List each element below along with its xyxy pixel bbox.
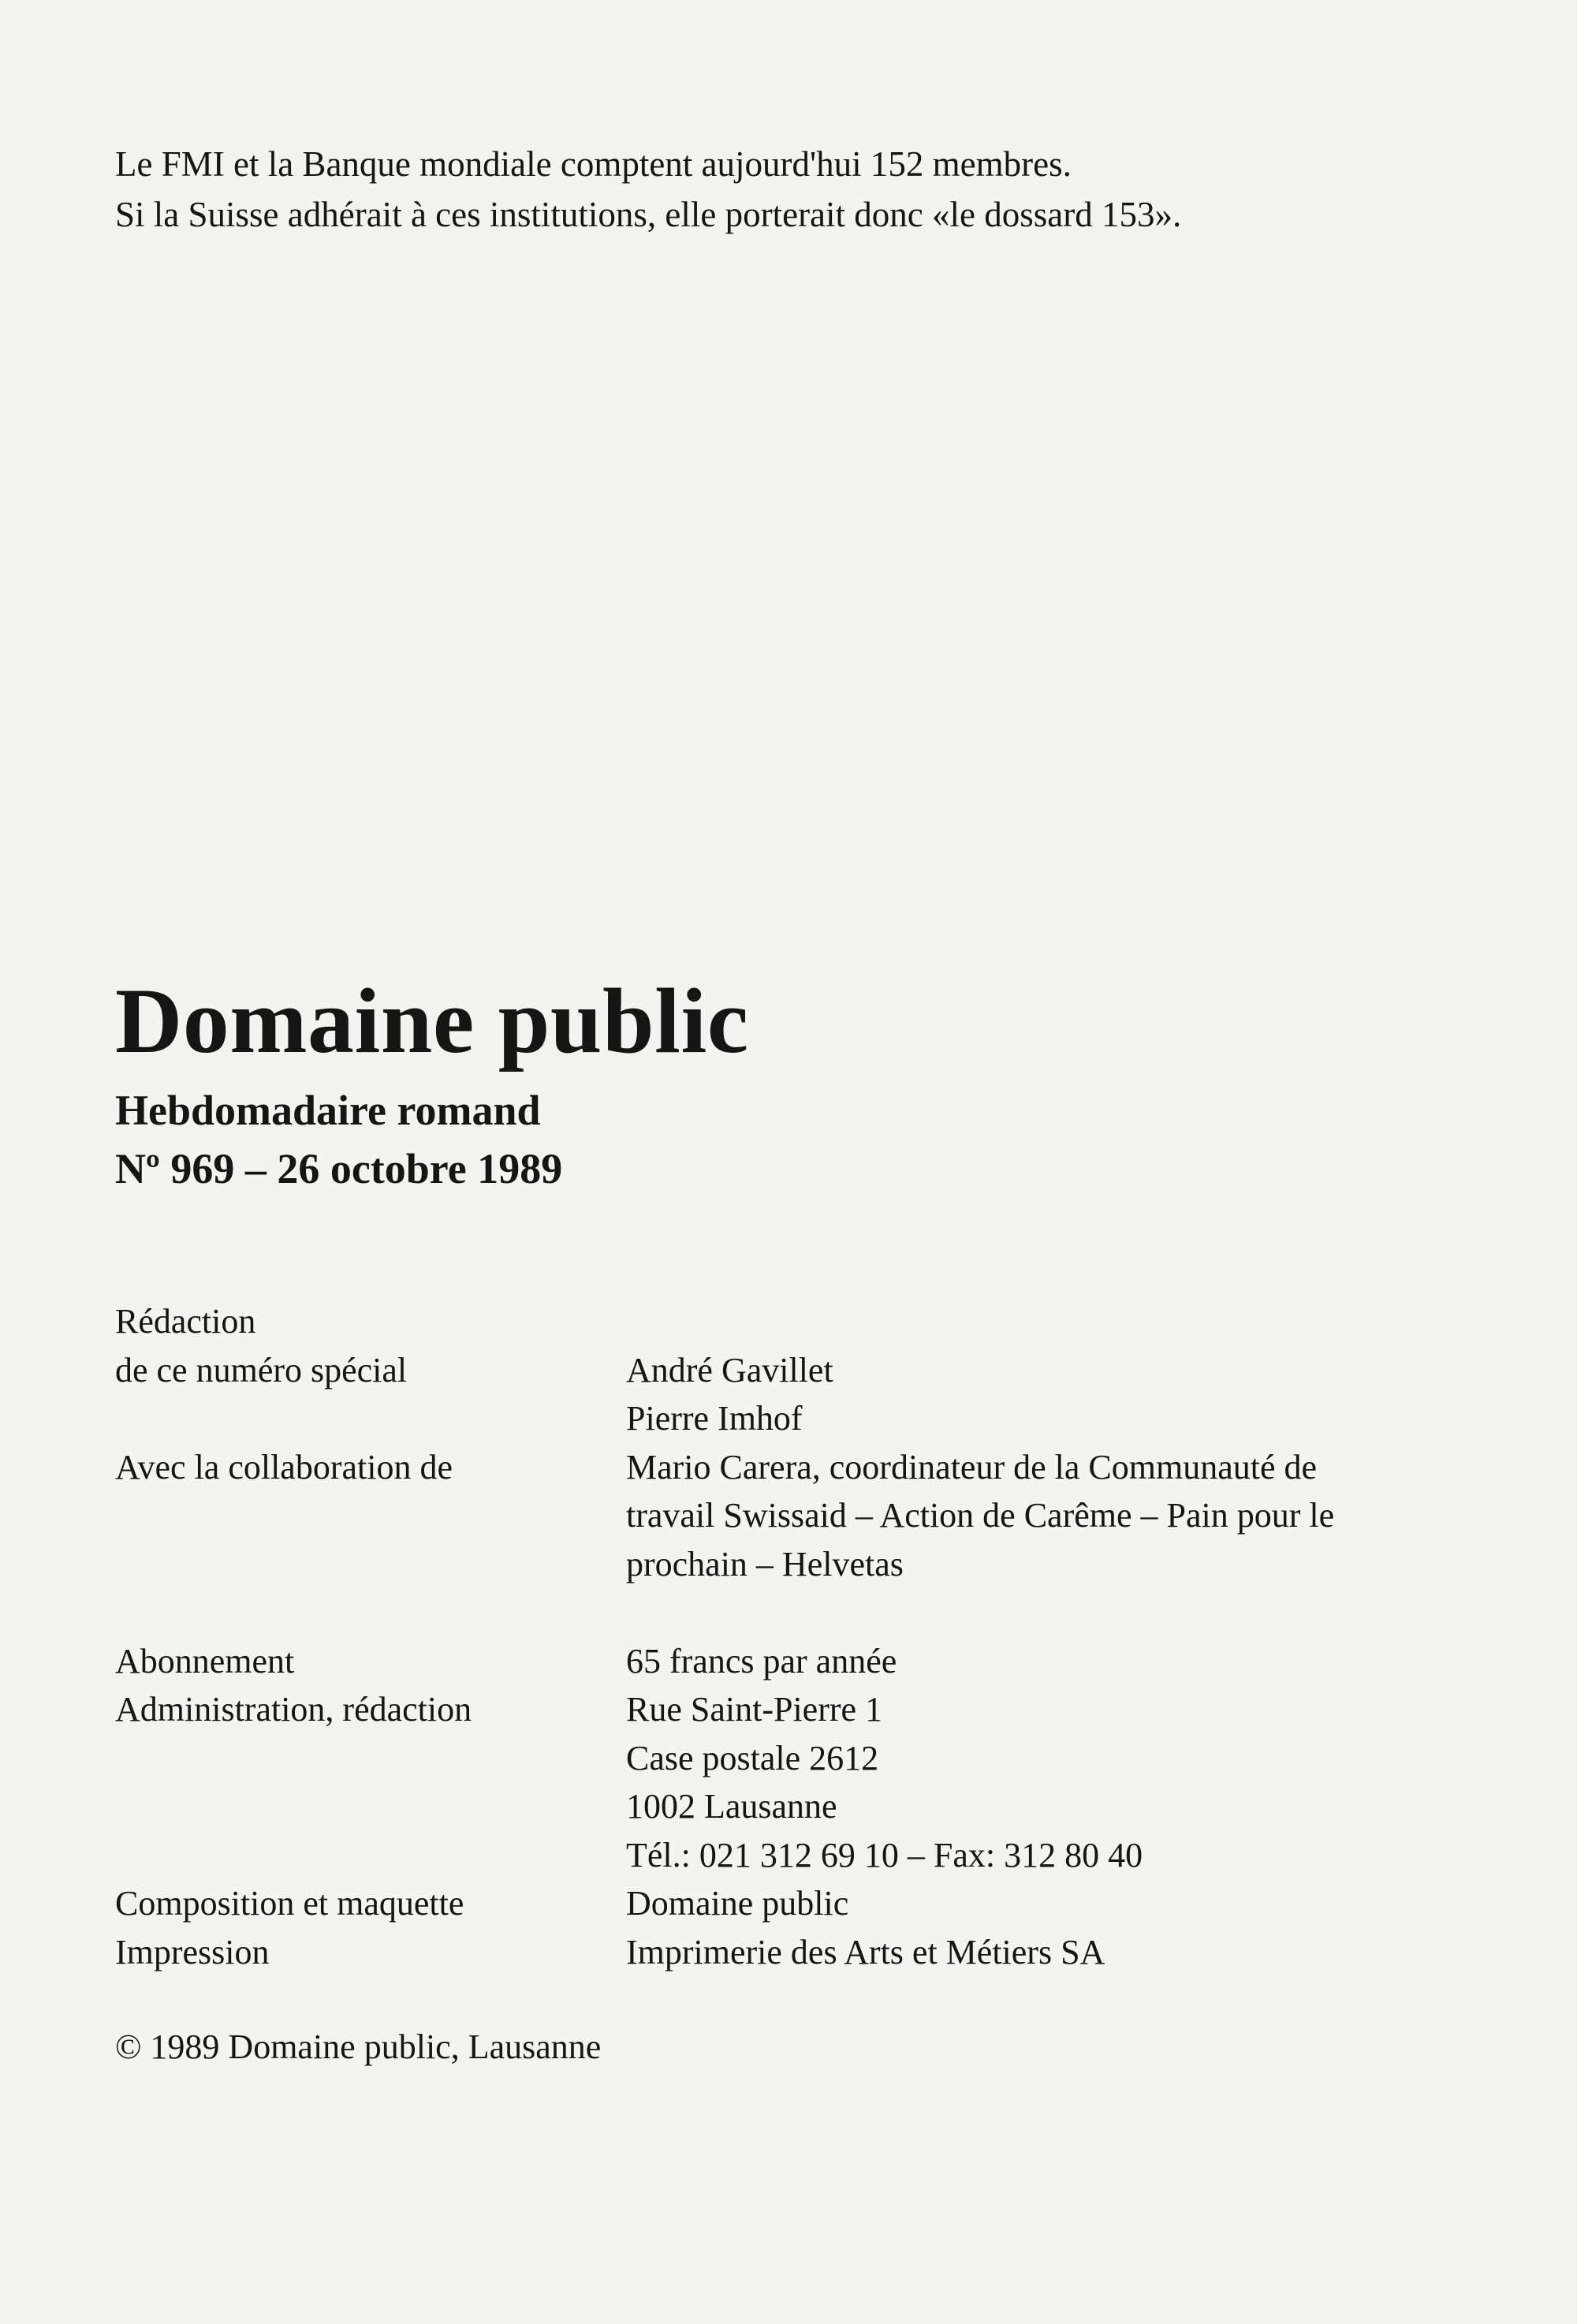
credit-value <box>626 1443 1572 1589</box>
credit-row-redaction <box>115 1297 1534 1443</box>
credit-label <box>115 1928 626 1977</box>
credit-value-line: Mario Carera, coordinateur de la Communauté de <box>626 1447 1318 1487</box>
subscription-price: 65 francs par année <box>626 1641 897 1681</box>
credit-value <box>626 1685 1572 1879</box>
masthead <box>115 966 749 1198</box>
credit-label-line: Administration, rédaction <box>115 1690 472 1729</box>
credit-label <box>115 1443 626 1589</box>
copyright-notice: © 1989 Domaine public, Lausanne <box>115 2027 602 2066</box>
address-line: Case postale 2612 <box>626 1738 879 1778</box>
credit-label-line: Composition et maquette <box>115 1884 464 1923</box>
credit-row-administration <box>115 1685 1534 1879</box>
credit-row-abonnement <box>115 1637 1534 1686</box>
credit-label <box>115 1685 626 1879</box>
intro-note <box>115 139 1503 240</box>
contact-phone-fax: Tél.: 021 312 69 10 – Fax: 312 80 40 <box>626 1835 1143 1874</box>
intro-line: Si la Suisse adhérait à ces institutions, elle porterait donc «le dossard 153». <box>115 195 1182 234</box>
credit-label-line: Impression <box>115 1932 270 1971</box>
address-line: Rue Saint-Pierre 1 <box>626 1690 883 1729</box>
credit-value-line: prochain – Helvetas <box>626 1544 904 1584</box>
credit-row-composition <box>115 1879 1534 1928</box>
intro-line: Le FMI et la Banque mondiale comptent aujourd'hui 152 membres. <box>115 144 1072 184</box>
credit-label-line: Abonnement <box>115 1641 295 1681</box>
credit-label <box>115 1879 626 1928</box>
editor-name: André Gavillet <box>626 1350 833 1390</box>
credit-value-line: travail Swissaid – Action de Carême – Pain pour le <box>626 1496 1335 1535</box>
credit-label-line: Rédaction <box>115 1302 256 1341</box>
credit-value <box>626 1928 1572 1977</box>
credit-label <box>115 1637 626 1686</box>
issue-number-date: Nº 969 – 26 octobre 1989 <box>115 1145 563 1192</box>
credits-block <box>115 1297 1534 1976</box>
address-line: 1002 Lausanne <box>626 1787 837 1826</box>
credit-label-line: de ce numéro spécial <box>115 1350 408 1390</box>
printer-name: Imprimerie des Arts et Métiers SA <box>626 1932 1105 1971</box>
publication-subtitle: Hebdomadaire romand <box>115 1087 541 1134</box>
credit-value <box>626 1879 1572 1928</box>
editor-name: Pierre Imhof <box>626 1399 803 1438</box>
credit-value <box>626 1297 1572 1443</box>
publication-title: Domaine public <box>115 969 749 1072</box>
credit-value <box>626 1637 1572 1686</box>
credit-value-line: Domaine public <box>626 1884 849 1923</box>
credit-label <box>115 1297 626 1443</box>
credit-row-collaboration <box>115 1443 1534 1589</box>
credit-row-impression <box>115 1928 1534 1977</box>
credit-label-line: Avec la collaboration de <box>115 1447 453 1487</box>
